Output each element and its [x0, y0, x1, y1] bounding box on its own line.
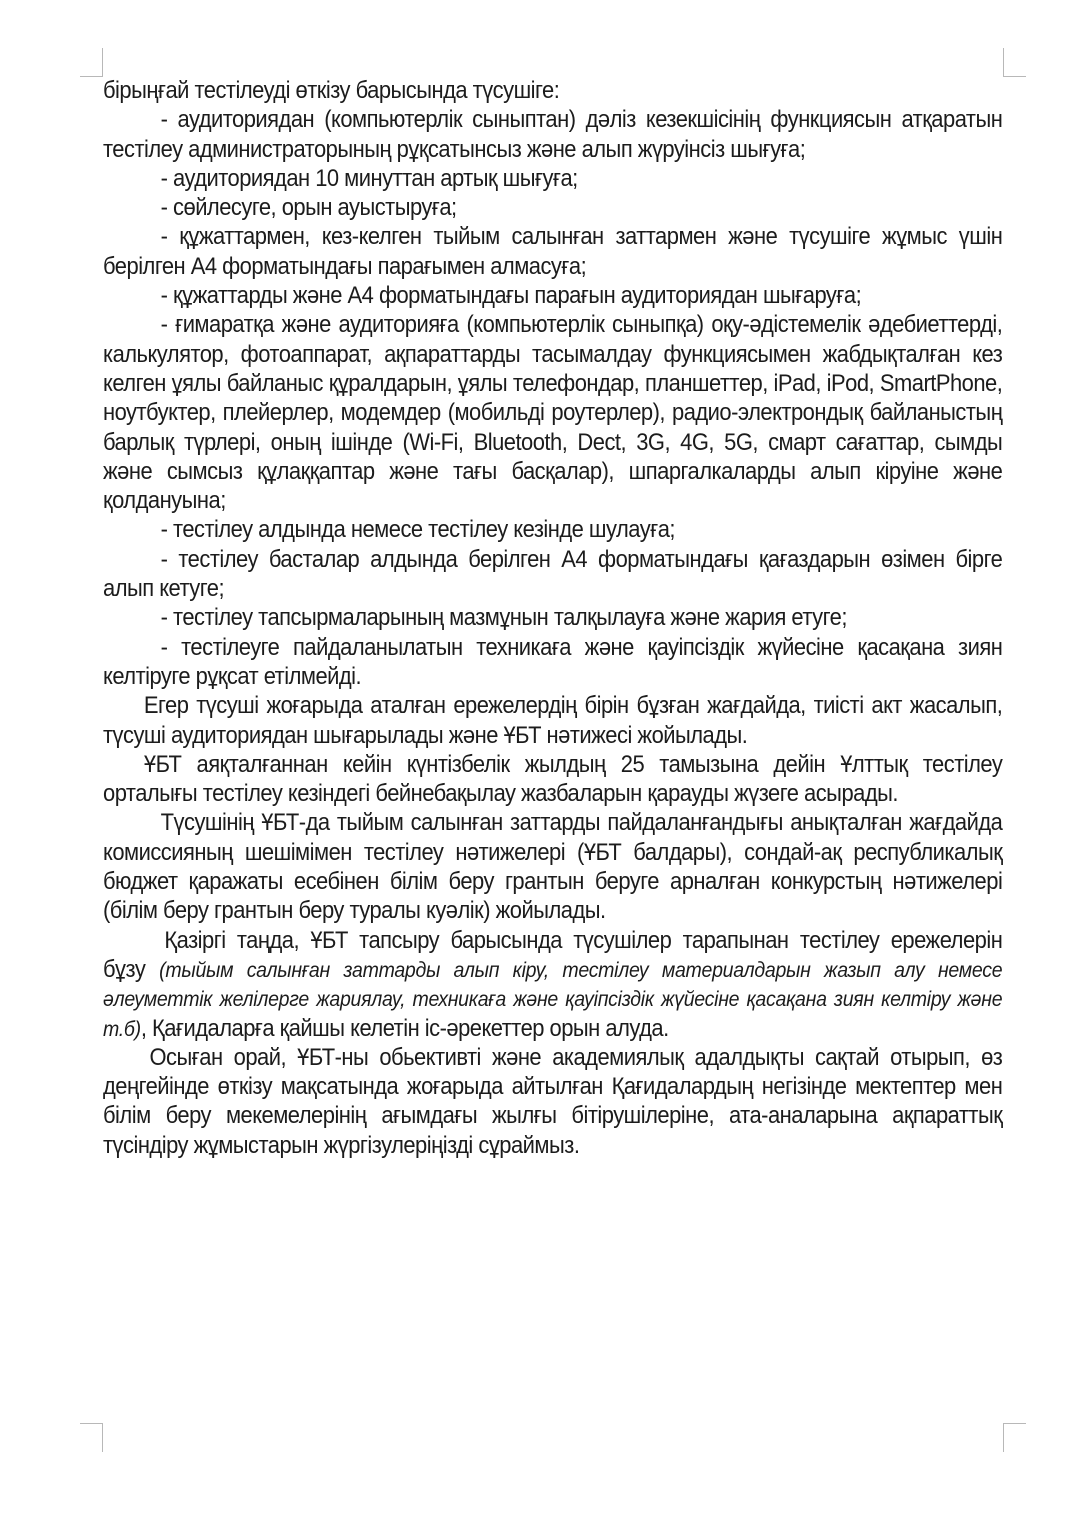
prohibition-item: - құжаттарды және А4 форматындағы парағын аудиториядан шығаруға;: [160, 283, 862, 310]
intro-line: бірыңғай тестілеуді өткізу барысында түсушіге:: [103, 78, 560, 104]
prohibition-item: - тестілеу басталар алдында берілген А4 форматындағы қағаздарын өзімен бірге алып кетуге;: [103, 546, 1003, 603]
annulment-paragraph: Түсушінің ҰБТ-да тыйым салынған заттарды пайдаланғандығы анықталған жағдайда комиссияның шешімімен тестілеу нәтижелері (ҰБТ балдары), сондай-ақ республикалық бюджет қаражаты есебінен білім беру грантын беруге арналған конкурстың нәтижелері (білім беру грантын беру туралы куәлік) жойылады.: [103, 810, 1003, 925]
violation-examples-italic: (тыйым салынған заттарды алып кіру, тестілеу материалдарын жазып алу немесе әлеуметтік желілерге жариялау, техникаға және қауіпсіздік жүйесіне қасақана зиян келтіру және т.б): [103, 958, 1003, 1041]
prohibition-item: - ғимаратқа және аудиторияға (компьютерлік сыныпқа) оқу-әдістемелік әдебиеттерді, калькулятор, фотоаппарат, ақпараттарды тасымалдау функциясымен жабдықталған кез келген ұялы байланыс құралдарын, ұялы телефондар, планшеттер, iPad, iPod, SmartPhone, ноутбуктер, плейерлер, модемдер (мобильді роутерлер), радио-электрондық байланыстың барлық түрлері, оның ішінде (Wi-Fi, Bluetooth, Dect, 3G, 4G, 5G, смарт сағаттар, сымды және сымсыз құлаққаптар және тағы басқалар), шпаргалкаларды алып кіруіне және қолдануына;: [103, 312, 1003, 515]
prohibition-item: - тестілеуге пайдаланылатын техникаға және қауіпсіздік жүйесіне қасақана зиян келтіруге рұқсат етілмейді.: [103, 634, 1003, 690]
prohibition-item: - тестілеу тапсырмаларының мазмұнын талқылауға және жария етуге;: [160, 605, 847, 632]
margin-corner-mark-top-left: [80, 48, 103, 77]
margin-corner-mark-bottom-left: [80, 1423, 103, 1452]
video-review-paragraph: ҰБТ аяқталғаннан кейін күнтізбелік жылдың 25 тамызына дейін Ұлттық тестілеу орталығы тестілеу кезіндегі бейнебақылау жазбаларын қарауды жүзеге асырады.: [103, 751, 1003, 808]
request-paragraph: Осыған орай, ҰБТ-ны обьективті және академиялық адалдықты сақтай отырып, өз деңгейінде өткізу мақсатында жоғарыда айтылған Қағидалардың негізінде мектептер мен білім беру мекемелерінің ағымдағы жылғы бітірушілеріне, ата-аналарына ақпараттық түсіндіру жұмыстарын жүргізулеріңізді сұраймыз.: [103, 1044, 1003, 1159]
margin-corner-mark-top-right: [1003, 48, 1026, 77]
margin-corner-mark-bottom-right: [1003, 1423, 1026, 1452]
current-situation-ending: , Қағидаларға қайшы келетін іс-әрекеттер орын алуда.: [140, 1015, 669, 1042]
current-situation-paragraph: [103, 927, 1002, 1044]
prohibition-item: - сөйлесуге, орын ауыстыруға;: [160, 195, 457, 222]
prohibition-item: - аудиториядан (компьютерлік сыныптан) дәліз кезекшісінің функциясын атқаратын тестілеу администраторының рұқсатынсыз және алып жүруінсіз шығуға;: [103, 107, 1003, 163]
prohibition-item: - тестілеу алдында немесе тестілеу кезінде шулауға;: [160, 517, 675, 544]
prohibition-item: - аудиториядан 10 минуттан артық шығуға;: [160, 165, 578, 192]
violation-paragraph: Егер түсуші жоғарыда аталған ережелердің бірін бұзған жағдайда, тиісті акт жасалып, түсуші аудиториядан шығарылады және ҰБТ нәтижесі жойылады.: [103, 693, 1003, 749]
document-body: [103, 77, 1002, 1161]
current-situation-text: Қазіргі таңда, ҰБТ тапсыру барысында түсушілер тарапынан тестілеу ережелерін бұзу: [103, 927, 1003, 983]
prohibition-item: - құжаттармен, кез-келген тыйым салынған заттармен және түсушіге жұмыс үшін берілген А4 форматындағы парағымен алмасуға;: [103, 224, 1003, 280]
